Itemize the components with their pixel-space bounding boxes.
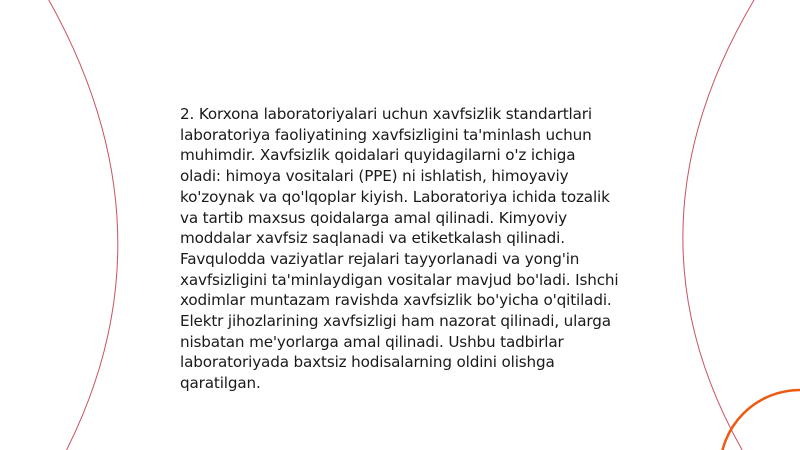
right-arc-line <box>683 0 757 450</box>
slide-body-text: 2. Korxona laboratoriyalari uchun xavfsizlik standartlari laboratoriya faoliyatining xavfsizligini ta'minlash uchun muhimdir. Xavfsizlik qoidalari quyidagilarni o'z ichiga oladi: himoya vositalari (PPE) ni ishlatish, himoyaviy ko'zoynak va qo'lqoplar kiyish. Laboratoriya ichida tozalik va tartib maxsus qoidalarga amal qilinadi. Kimyoviy moddalar xavfsiz saqlanadi va etiketkalash qilinadi. Favqulodda vaziyatlar rejalari tayyorlanadi va yong'in xavfsizligini ta'minlaydigan vositalar mavjud bo'ladi. Ishchi xodimlar muntazam ravishda xavfsizlik bo'yicha o'qitiladi. Elektr jihozlarining xavfsizligi ham nazorat qilinadi, ularga nisbatan me'yorlarga amal qilinadi. Ushbu tadbirlar laboratoriyada baxtsiz hodisalarning oldini olishga qaratilgan. <box>180 105 619 393</box>
left-arc-line <box>46 0 118 450</box>
orange-circle-decoration <box>720 390 800 450</box>
